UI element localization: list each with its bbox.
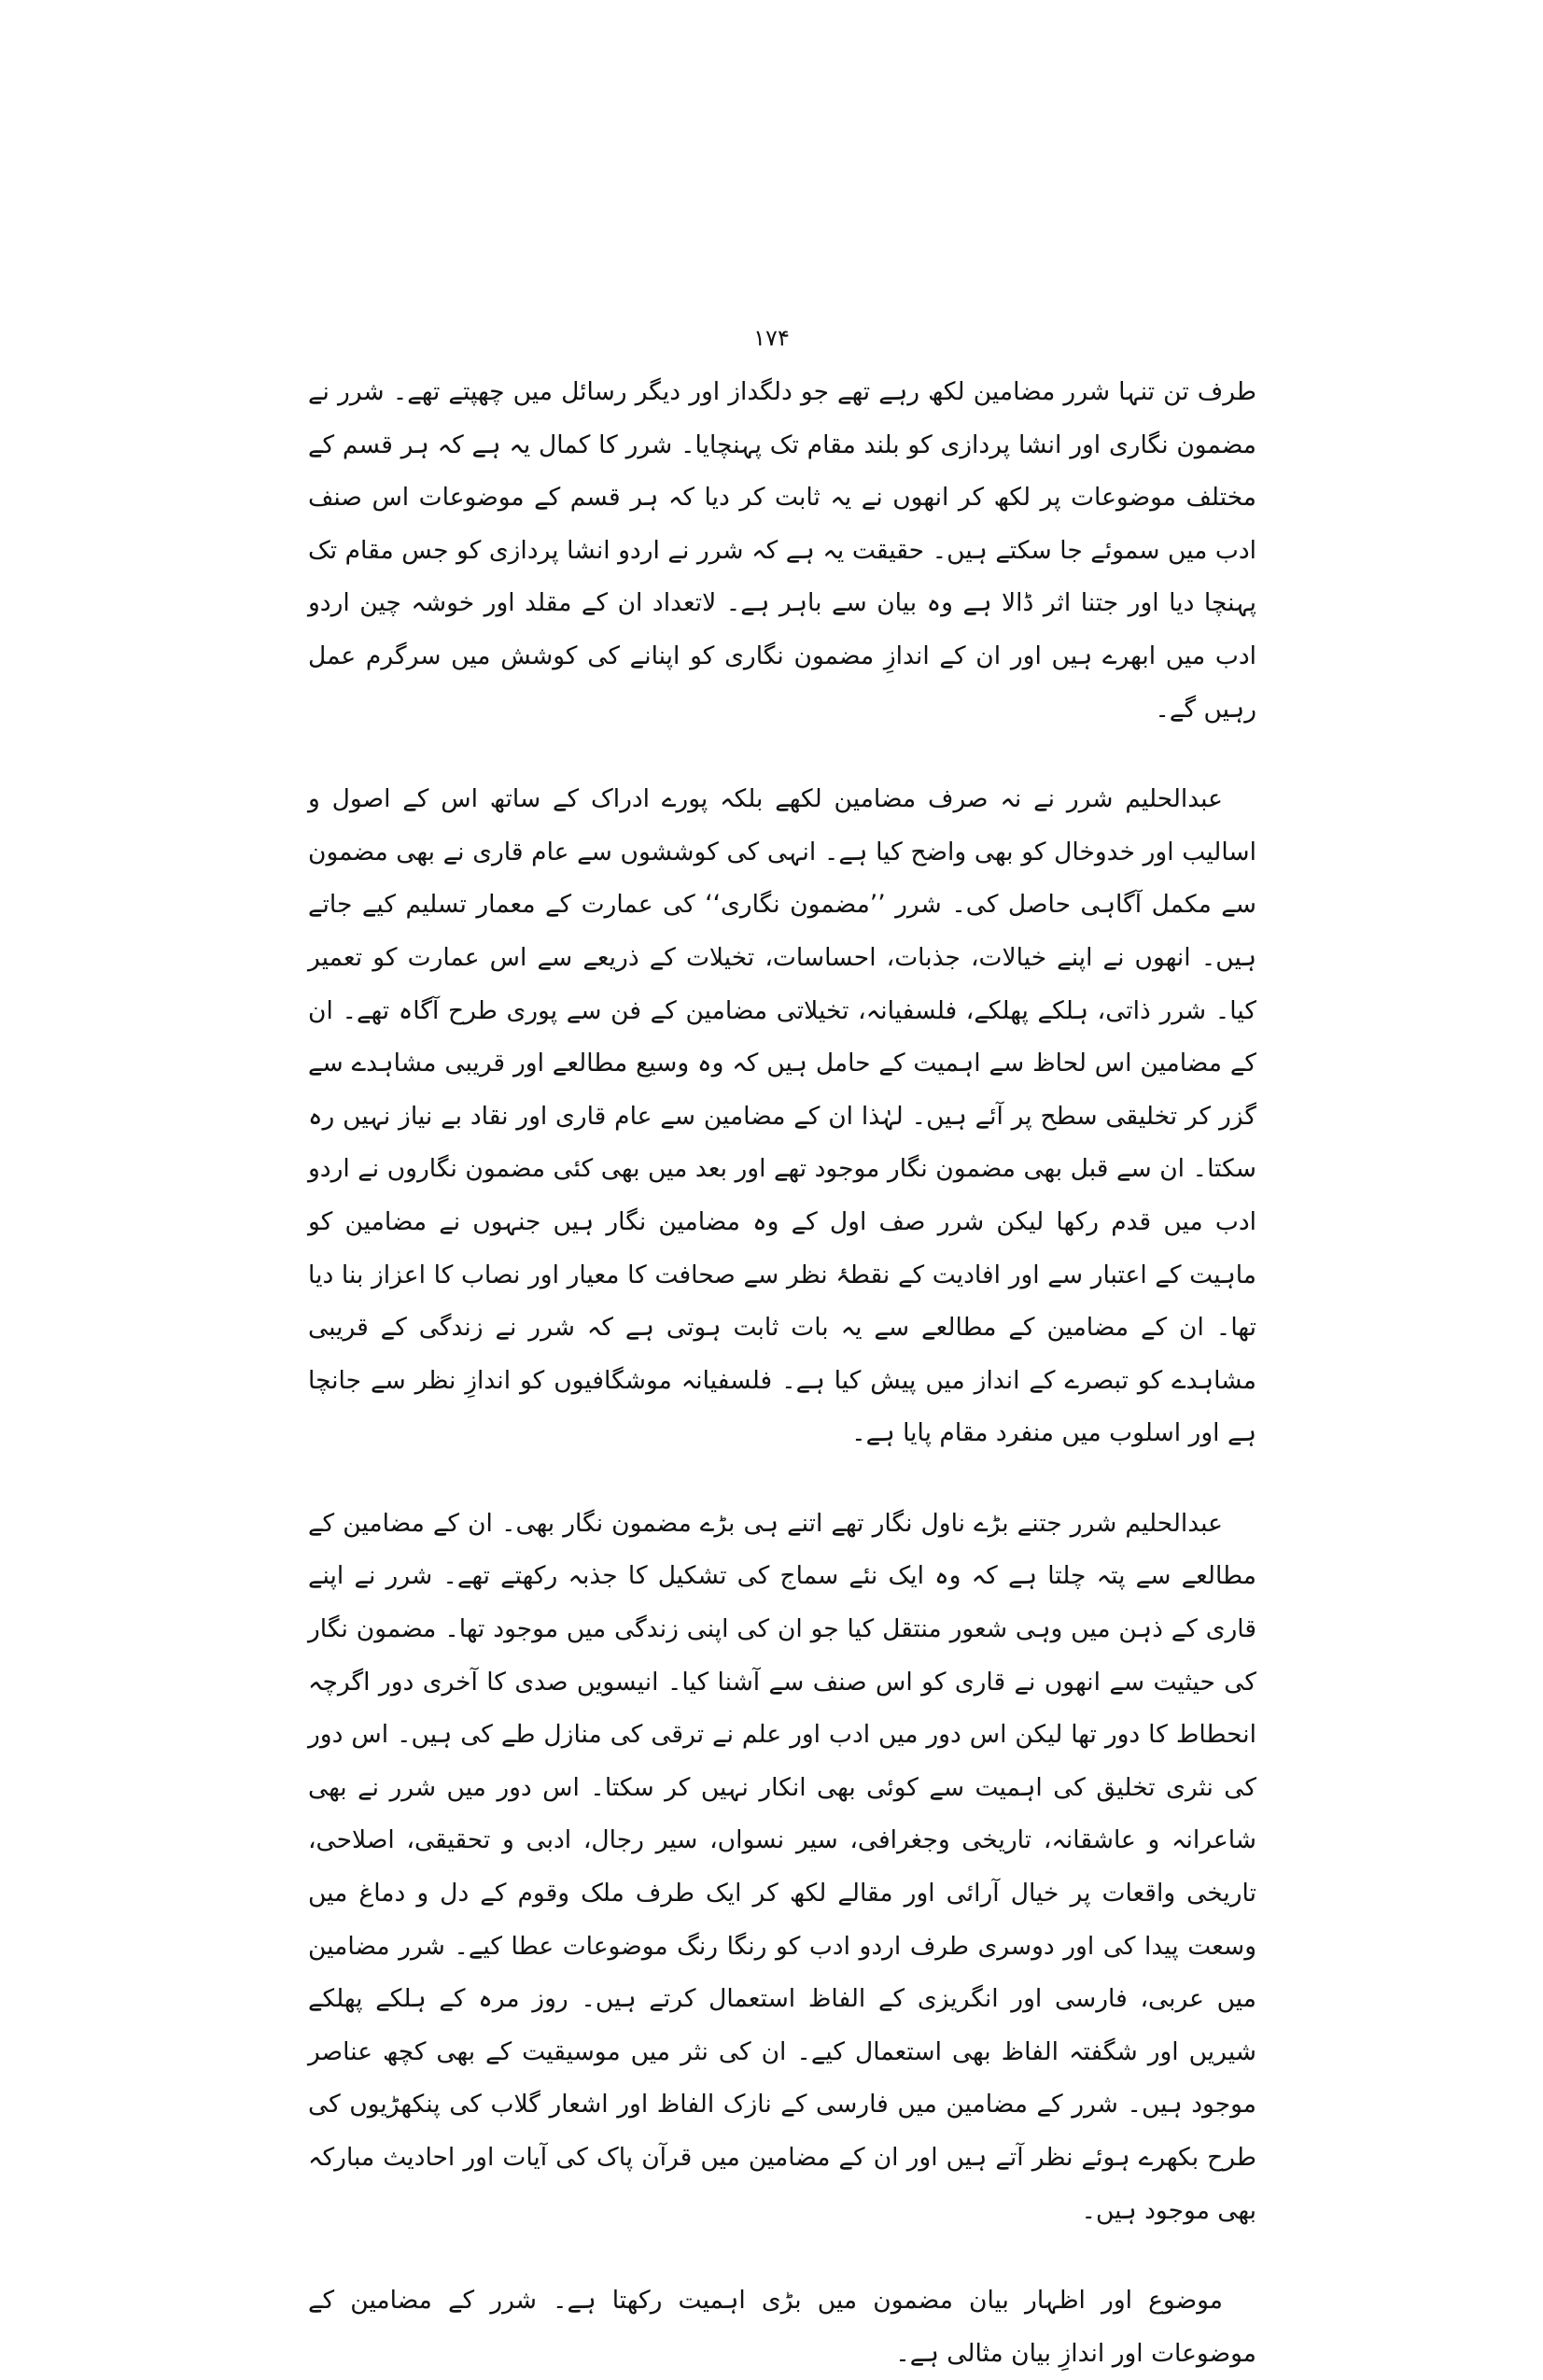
page-body [308, 366, 1256, 2380]
paragraph-2: عبدالحلیم شرر نے نہ صرف مضامین لکھے بلکہ پورے ادراک کے ساتھ اس کے اصول و اسالیب اور خدوخال کو بھی واضح کیا ہے۔ انہی کی کوششوں سے عام قاری نے بھی مضمون سے مکمل آگاہی حاصل کی۔ شرر ’’مضمون نگاری‘‘ کی عمارت کے معمار تسلیم کیے جاتے ہیں۔ انھوں نے اپنے خیالات، جذبات، احساسات، تخیلات کے ذریعے سے اس عمارت کو تعمیر کیا۔ شرر ذاتی، ہلکے پھلکے، فلسفیانہ، تخیلاتی مضامین کے فن سے پوری طرح آگاہ تھے۔ ان کے مضامین اس لحاظ سے اہمیت کے حامل ہیں کہ وہ وسیع مطالعے اور قریبی مشاہدے سے گزر کر تخلیقی سطح پر آئے ہیں۔ لہٰذا ان کے مضامین سے عام قاری اور نقاد بے نیاز نہیں رہ سکتا۔ ان سے قبل بھی مضمون نگار موجود تھے اور بعد میں بھی کئی مضمون نگاروں نے اردو ادب میں قدم رکھا لیکن شرر صف اول کے وہ مضامین نگار ہیں جنہوں نے مضامین کو ماہیت کے اعتبار سے اور افادیت کے نقطۂ نظر سے صحافت کا معیار اور نصاب کا اعزاز بنا دیا تھا۔ ان کے مضامین کے مطالعے سے یہ بات ثابت ہوتی ہے کہ شرر نے زندگی کے قریبی مشاہدے کو تبصرے کے انداز میں پیش کیا ہے۔ فلسفیانہ موشگافیوں کو اندازِ نظر سے جانچا ہے اور اسلوب میں منفرد مقام پایا ہے۔ [308, 784, 1256, 1448]
paragraph-1: طرف تن تنہا شرر مضامین لکھ رہے تھے جو دلگداز اور دیگر رسائل میں چھپتے تھے۔ شرر نے مضمون نگاری اور انشا پردازی کو بلند مقام تک پہنچایا۔ شرر کا کمال یہ ہے کہ ہر قسم کے مختلف موضوعات پر لکھ کر انھوں نے یہ ثابت کر دیا کہ ہر قسم کے موضوعات اس صنف ادب میں سموئے جا سکتے ہیں۔ حقیقت یہ ہے کہ شرر نے اردو انشا پردازی کو جس مقام تک پہنچا دیا اور جتنا اثر ڈالا ہے وہ بیان سے باہر ہے۔ لاتعداد ان کے مقلد اور خوشہ چین اردو ادب میں ابھرے ہیں اور ان کے اندازِ مضمون نگاری کو اپنانے کی کوشش میں سرگرم عمل رہیں گے۔ [308, 377, 1256, 724]
paragraph-4: موضوع اور اظہار بیان مضمون میں بڑی اہمیت رکھتا ہے۔ شرر کے مضامین کے موضوعات اور اندازِ بیان مثالی ہے۔ [308, 2286, 1256, 2368]
page-number: ۱۷۴ [753, 325, 790, 351]
paragraph-3: عبدالحلیم شرر جتنے بڑے ناول نگار تھے اتنے ہی بڑے مضمون نگار بھی۔ ان کے مضامین کے مطالعے سے پتہ چلتا ہے کہ وہ ایک نئے سماج کی تشکیل کا جذبہ رکھتے تھے۔ شرر نے اپنے قاری کے ذہن میں وہی شعور منتقل کیا جو ان کی اپنی زندگی میں موجود تھا۔ مضمون نگار کی حیثیت سے انھوں نے قاری کو اس صنف سے آشنا کیا۔ انیسویں صدی کا آخری دور اگرچہ انحطاط کا دور تھا لیکن اس دور میں ادب اور علم نے ترقی کی منازل طے کی ہیں۔ اس دور کی نثری تخلیق کی اہمیت سے کوئی بھی انکار نہیں کر سکتا۔ اس دور میں شرر نے بھی شاعرانہ و عاشقانہ، تاریخی وجغرافی، سیر نسواں، سیر رجال، ادبی و تحقیقی، اصلاحی، تاریخی واقعات پر خیال آرائی اور مقالے لکھ کر ایک طرف ملک وقوم کے دل و دماغ میں وسعت پیدا کی اور دوسری طرف اردو ادب کو رنگا رنگ موضوعات عطا کیے۔ شرر مضامین میں عربی، فارسی اور انگریزی کے الفاظ استعمال کرتے ہیں۔ روز مرہ کے ہلکے پھلکے شیریں اور شگفتہ الفاظ بھی استعمال کیے۔ ان کی نثر میں موسیقیت کے بھی کچھ عناصر موجود ہیں۔ شرر کے مضامین میں فارسی کے نازک الفاظ اور اشعار گلاب کی پنکھڑیوں کی طرح بکھرے ہوئے نظر آتے ہیں اور ان کے مضامین میں قرآن پاک کی آیات اور احادیث مبارکہ بھی موجود ہیں۔ [308, 1508, 1256, 2225]
